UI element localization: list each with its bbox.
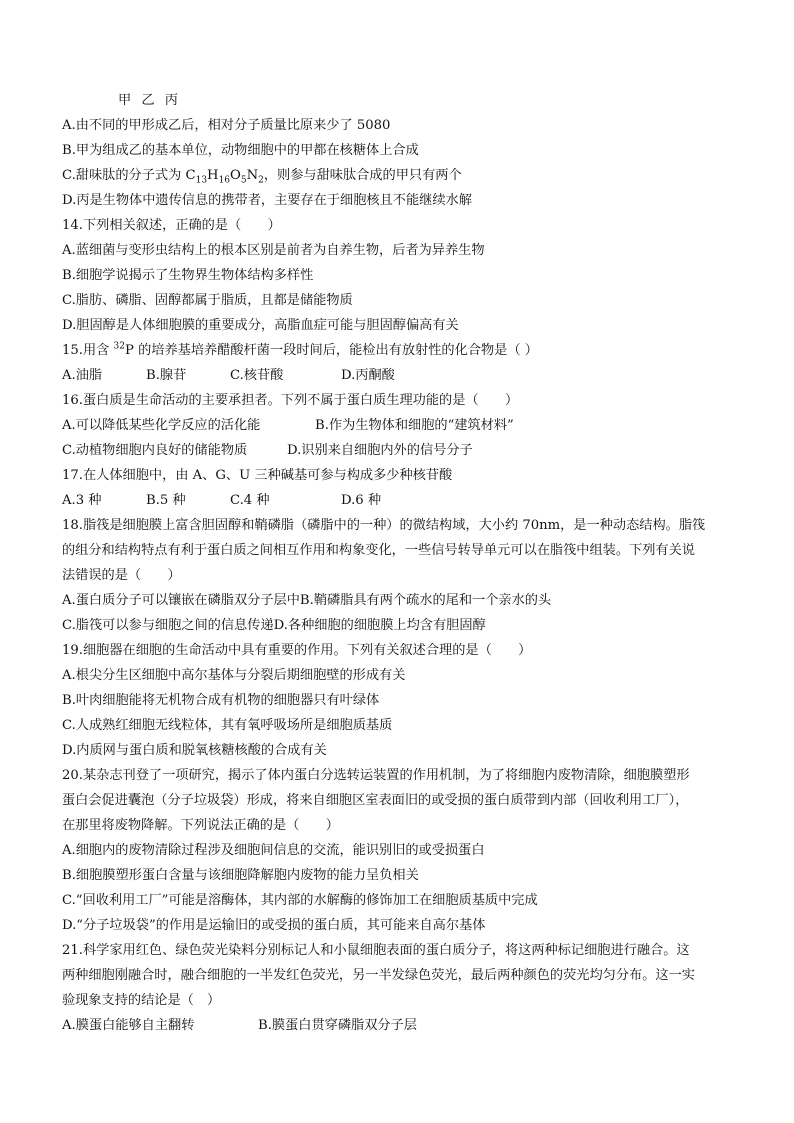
q18-stem-line2: 的组分和结构特点有利于蛋白质之间相互作用和构象变化，一些信号转导单元可以在脂筏中组装。下列有关说 (62, 543, 695, 558)
figure-caption: 甲 乙 丙 (118, 93, 181, 108)
q15-option-a: A.油脂 (62, 368, 103, 383)
formula-element: N (246, 168, 259, 183)
q18-stem-line1: 18.脂筏是细胞膜上富含胆固醇和鞘磷脂（磷脂中的一种）的微结构域，大小约 70nm，是一种动态结构。脂筏 (62, 518, 706, 533)
q14-stem: 14.下列相关叙述，正确的是（ ） (62, 218, 281, 233)
q15-option-c: C.核苷酸 (230, 368, 284, 383)
q15-stem-text: 15.用含 (62, 343, 114, 358)
q16-option-c: C.动植物细胞内良好的储能物质 (62, 443, 248, 458)
q15-stem-tail: P 的培养基培养醋酸杆菌一段时间后，能检出有放射性的化合物是（ ） (125, 343, 538, 358)
q18-options-cd: C.脂筏可以参与细胞之间的信息传递D.各种细胞的细胞膜上均含有胆固醇 (62, 618, 486, 633)
q13-option-c (62, 167, 462, 185)
q21-stem-line3: 验现象支持的结论是（ ） (62, 993, 221, 1008)
q20-option-b: B.细胞膜塑形蛋白含量与该细胞降解胞内废物的能力呈负相关 (62, 868, 419, 883)
q19-option-b: B.叶肉细胞能将无机物合成有机物的细胞器只有叶绿体 (62, 693, 380, 708)
isotope-superscript: 32 (113, 341, 125, 352)
q17-option-c: C.4 种 (230, 493, 270, 508)
q14-option-a: A.蓝细菌与变形虫结构上的根本区别是前者为自养生物，后者为异养生物 (62, 243, 485, 258)
formula-subscript: 13 (195, 175, 208, 186)
q19-option-a: A.根尖分生区细胞中高尔基体与分裂后期细胞壁的形成有关 (62, 668, 406, 683)
q17-option-a: A.3 种 (62, 493, 102, 508)
q16-stem: 16.蛋白质是生命活动的主要承担者。下列不属于蛋白质生理功能的是（ ） (62, 393, 519, 408)
q14-option-d: D.胆固醇是人体细胞膜的重要成分，高脂血症可能与胆固醇偏高有关 (62, 318, 459, 333)
q19-option-d: D.内质网与蛋白质和脱氧核糖核酸的合成有关 (62, 743, 327, 758)
q16-option-b: B.作为生物体和细胞的“建筑材料” (315, 418, 514, 433)
q14-option-b: B.细胞学说揭示了生物界生物体结构多样性 (62, 268, 314, 283)
formula-subscript: 2 (258, 175, 264, 186)
q13-option-b: B.甲为组成乙的基本单位，动物细胞中的甲都在核糖体上合成 (62, 143, 419, 158)
formula-element: O (230, 168, 241, 183)
q21-option-b: B.膜蛋白贯穿磷脂双分子层 (258, 1018, 417, 1033)
q16-option-d: D.识别来自细胞内外的信号分子 (287, 443, 473, 458)
q21-stem-line1: 21.科学家用红色、绿色荧光染料分别标记人和小鼠细胞表面的蛋白质分子，将这两种标记细胞进行融合。这 (62, 943, 690, 958)
q20-option-a: A.细胞内的废物清除过程涉及细胞间信息的交流，能识别旧的或受损蛋白 (62, 843, 485, 858)
q18-stem-line3: 法错误的是（ ） (62, 568, 181, 583)
q18-options-ab: A.蛋白质分子可以镶嵌在磷脂双分子层中B.鞘磷脂具有两个疏水的尾和一个亲水的头 (62, 593, 552, 608)
q15-option-b: B.腺苷 (146, 368, 187, 383)
q19-stem: 19.细胞器在细胞的生命活动中具有重要的作用。下列有关叙述合理的是（ ） (62, 643, 532, 658)
q20-stem-line1: 20.某杂志刊登了一项研究，揭示了体内蛋白分选转运装置的作用机制，为了将细胞内废物清除，细胞膜塑形 (62, 768, 690, 783)
q17-option-d: D.6 种 (341, 493, 382, 508)
formula-subscript: 5 (240, 175, 247, 186)
formula-subscript: 16 (218, 175, 231, 186)
q13-option-c-tail: ，则参与甜味肽合成的甲只有两个 (263, 168, 462, 183)
q16-option-a: A.可以降低某些化学反应的活化能 (62, 418, 261, 433)
q21-options-ab (62, 1017, 417, 1035)
q20-option-c: C.“回收利用工厂”可能是溶酶体，其内部的水解酶的修饰加工在细胞质基质中完成 (62, 893, 538, 908)
q20-stem-line3: 在那里将废物降解。下列说法正确的是（ ） (62, 818, 339, 833)
q15-stem (62, 342, 538, 360)
q16-options-ab (62, 417, 514, 435)
q13-option-d: D.丙是生物体中遗传信息的携带者，主要存在于细胞核且不能继续水解 (62, 193, 472, 208)
q15-options (62, 367, 395, 385)
q14-option-c: C.脂肪、磷脂、固醇都属于脂质，且都是储能物质 (62, 293, 353, 308)
q16-options-cd (62, 442, 473, 460)
q13-option-c-text: C.甜味肽的分子式为 C (62, 168, 196, 183)
q21-stem-line2: 两种细胞刚融合时，融合细胞的一半发红色荧光，另一半发绿色荧光，最后两种颜色的荧光均匀分布。这一实 (62, 968, 695, 983)
q20-option-d: D.“分子垃圾袋”的作用是运输旧的或受损的蛋白质，其可能来自高尔基体 (62, 918, 486, 933)
q20-stem-line2: 蛋白会促进囊泡（分子垃圾袋）形成，将来自细胞区室表面旧的或受损的蛋白质带到内部（回收利用工厂）， (62, 793, 689, 808)
q21-option-a: A.膜蛋白能够自主翻转 (62, 1018, 195, 1033)
q13-option-a: A.由不同的甲形成乙后，相对分子质量比原来少了 5080 (62, 118, 391, 133)
q17-options (62, 492, 381, 510)
q17-stem: 17.在人体细胞中，由 A、G、U 三种碱基可参与构成多少种核苷酸 (62, 468, 453, 483)
formula-element: H (207, 168, 219, 183)
q17-option-b: B.5 种 (146, 493, 186, 508)
q15-option-d: D.丙酮酸 (341, 368, 395, 383)
q19-option-c: C.人成熟红细胞无线粒体，其有氧呼吸场所是细胞质基质 (62, 718, 393, 733)
